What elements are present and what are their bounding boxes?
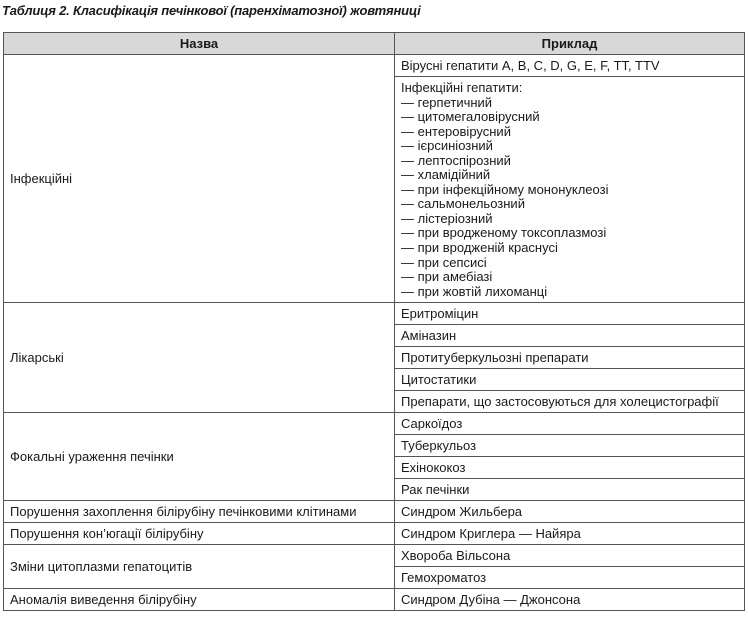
- example-line: — при вродженій краснусі: [401, 240, 558, 256]
- category-name-cell: Порушення кон’югації білірубіну: [4, 523, 395, 545]
- example-line: — при жовтій лихоманці: [401, 283, 548, 299]
- category-name-cell: Фокальні ураження печінки: [4, 413, 395, 501]
- table-row: [4, 303, 745, 325]
- example-line: Ехінококоз: [401, 460, 466, 476]
- example-cell: [395, 325, 745, 347]
- example-line: — при сепсисі: [401, 254, 487, 270]
- category-name-cell: Інфекційні: [4, 55, 395, 303]
- example-line: Цитостатики: [401, 372, 477, 388]
- example-line: Препарати, що застосовуються для холецистографії: [401, 394, 719, 410]
- example-line: — ієрсиніозний: [401, 138, 493, 154]
- example-line: Вірусні гепатити A, B, C, D, G, E, F, TT, TTV: [401, 58, 660, 73]
- example-line: — сальмонельозний: [401, 196, 525, 212]
- header-name: Назва: [4, 33, 395, 55]
- example-cell: [395, 391, 745, 413]
- header-example: Приклад: [395, 33, 745, 55]
- category-name-cell: Зміни цитоплазми гепатоцитів: [4, 545, 395, 589]
- table-row: [4, 523, 745, 545]
- example-line: Рак печінки: [401, 482, 470, 498]
- table-body: [4, 55, 745, 611]
- example-cell: [395, 369, 745, 391]
- example-cell: [395, 457, 745, 479]
- category-name-cell: Порушення захоплення білірубіну печінковими клітинами: [4, 501, 395, 523]
- example-line: — при вродженому токсоплазмозі: [401, 225, 607, 241]
- example-cell: [395, 435, 745, 457]
- example-cell: [395, 303, 745, 325]
- table-row: [4, 589, 745, 611]
- example-line: — лептоспірозний: [401, 152, 511, 168]
- example-cell: [395, 413, 745, 435]
- example-line: — хламідійний: [401, 167, 491, 183]
- example-cell: [395, 347, 745, 369]
- example-line: — ентеровірусний: [401, 123, 511, 139]
- example-line: — лістеріозний: [401, 210, 493, 226]
- example-cell: [395, 479, 745, 501]
- example-line: — при інфекційному мононуклеозі: [401, 181, 609, 197]
- example-line: Аміназин: [401, 328, 457, 344]
- example-cell: [395, 55, 745, 77]
- example-line: Протитуберкульозні препарати: [401, 350, 589, 366]
- example-cell: [395, 545, 745, 567]
- example-line: — герпетичний: [401, 94, 493, 110]
- example-line: — цитомегаловірусний: [401, 109, 540, 125]
- example-line: — при амебіазі: [401, 269, 493, 285]
- table-row: [4, 413, 745, 435]
- table-row: [4, 545, 745, 567]
- example-line: Туберкульоз: [401, 438, 477, 454]
- table-row: [4, 55, 745, 77]
- table-row: [4, 501, 745, 523]
- example-cell: [395, 77, 745, 303]
- example-line: Хвороба Вільсона: [401, 548, 511, 564]
- category-name-cell: Аномалія виведення білірубіну: [4, 589, 395, 611]
- example-line: Синдром Дубіна — Джонсона: [401, 592, 581, 608]
- example-line: Синдром Жильбера: [401, 504, 523, 520]
- example-line: Інфекційні гепатити:: [401, 80, 523, 95]
- jaundice-classification-table: [3, 32, 745, 611]
- category-name-cell: Лікарські: [4, 303, 395, 413]
- example-line: Синдром Криглера — Найяра: [401, 526, 581, 542]
- header-row: [4, 33, 745, 55]
- example-line: Саркоїдоз: [401, 416, 463, 432]
- example-cell: [395, 501, 745, 523]
- example-cell: [395, 589, 745, 611]
- example-line: Еритроміцин: [401, 306, 479, 322]
- table-caption: Таблиця 2. Класифікація печінкової (паренхіматозної) жовтяниці: [2, 3, 421, 18]
- example-line: Гемохроматоз: [401, 570, 487, 586]
- example-cell: [395, 523, 745, 545]
- example-cell: [395, 567, 745, 589]
